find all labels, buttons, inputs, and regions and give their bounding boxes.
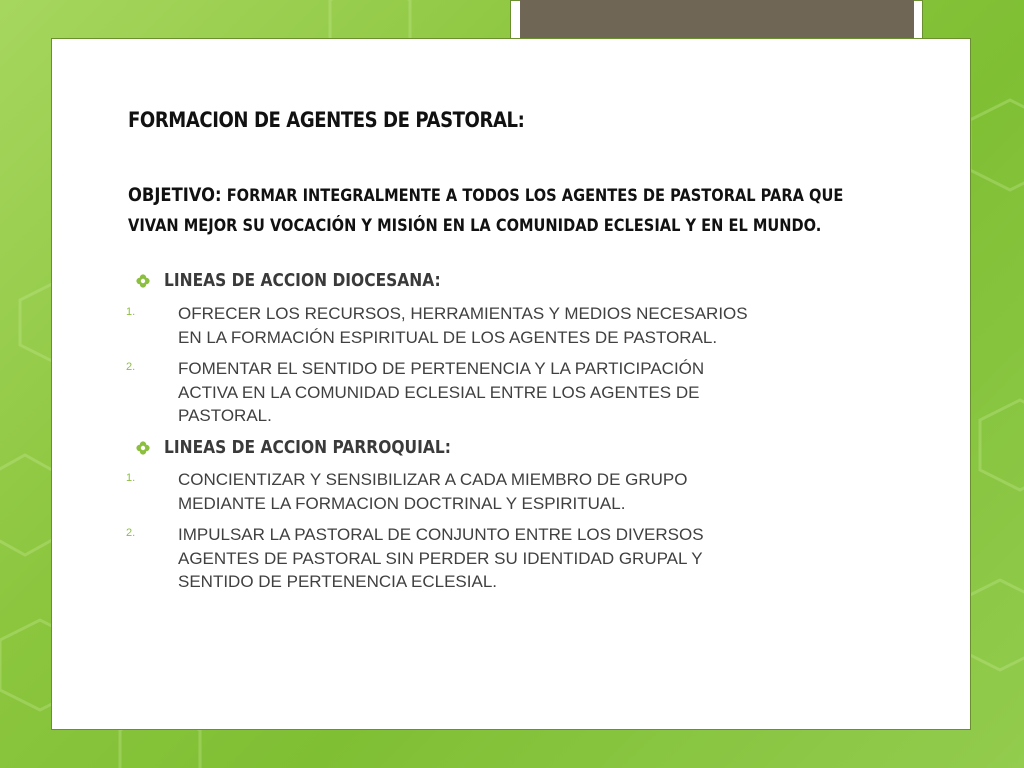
- section-parroquial-header: [136, 437, 498, 458]
- list-item-number: 1.: [126, 472, 136, 484]
- parroquial-list: [126, 468, 866, 602]
- list-item-text: CONCIENTIZAR Y SENSIBILIZAR A CADA MIEMBRO DE GRUPO MEDIANTE LA FORMACION DOCTRINAL Y ESPIRITUAL.: [178, 470, 688, 513]
- objective-line-1: [128, 180, 843, 211]
- list-item-number: 2.: [126, 527, 136, 539]
- list-item-number: 1.: [126, 306, 136, 318]
- section-parroquial-title: LINEAS DE ACCION PARROQUIAL:: [164, 437, 451, 458]
- objective-label: OBJETIVO:: [128, 184, 222, 206]
- objective-text-2: VIVAN MEJOR SU VOCACIÓN Y MISIÓN EN LA COMUNIDAD ECLESIAL Y EN EL MUNDO.: [128, 216, 822, 236]
- list-item-text: FOMENTAR EL SENTIDO DE PERTENENCIA Y LA PARTICIPACIÓN ACTIVA EN LA COMUNIDAD ECLESIAL ENTRE LOS AGENTES DE PASTORAL.: [178, 359, 705, 425]
- list-item: [126, 357, 866, 428]
- section-diocesana-header: [136, 270, 486, 291]
- list-item-text: OFRECER LOS RECURSOS, HERRAMIENTAS Y MEDIOS NECESARIOS EN LA FORMACIÓN ESPIRITUAL DE LOS AGENTES DE PASTORAL.: [178, 304, 748, 347]
- list-item: [126, 468, 866, 515]
- list-item: [126, 302, 866, 349]
- objective-text-1: FORMAR INTEGRALMENTE A TODOS LOS AGENTES DE PASTORAL PARA QUE: [226, 186, 844, 206]
- diocesana-list: [126, 302, 866, 436]
- slide-heading: FORMACION DE AGENTES DE PASTORAL:: [128, 108, 525, 132]
- section-diocesana-title: LINEAS DE ACCION DIOCESANA:: [164, 270, 441, 291]
- flower-bullet-icon: [136, 441, 150, 455]
- list-item-number: 2.: [126, 361, 136, 373]
- flower-bullet-icon: [136, 274, 150, 288]
- objective-block: [128, 180, 843, 241]
- list-item-text: IMPULSAR LA PASTORAL DE CONJUNTO ENTRE LOS DIVERSOS AGENTES DE PASTORAL SIN PERDER SU IDENTIDAD GRUPAL Y SENTIDO DE PERTENENCIA ECLESIAL.: [178, 525, 704, 591]
- list-item: [126, 523, 866, 594]
